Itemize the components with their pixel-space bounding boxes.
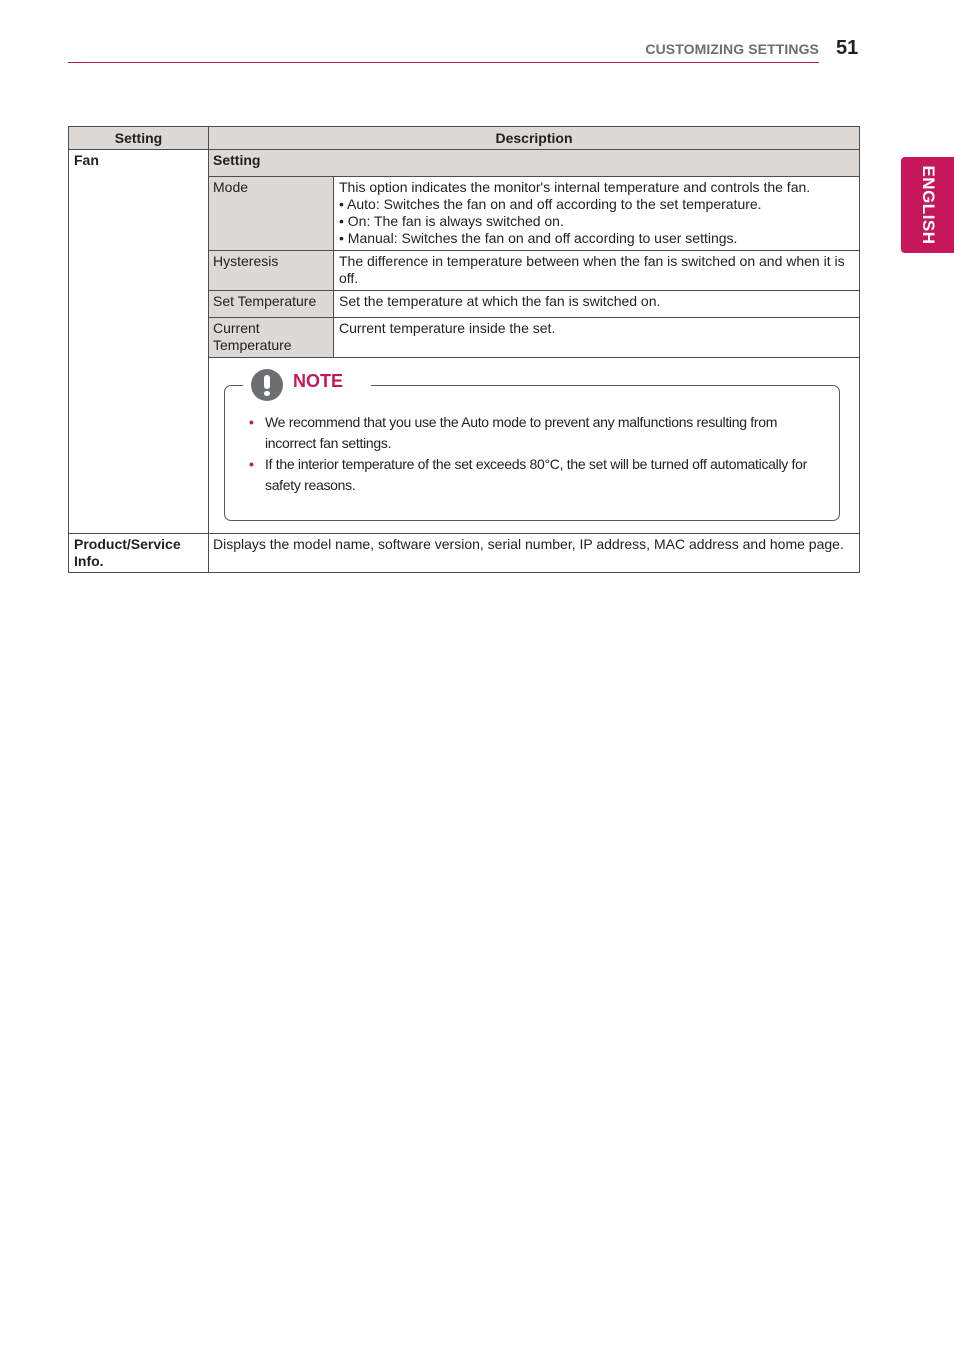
note-title: NOTE [293,371,344,391]
sub-desc-set-temperature: Set the temperature at which the fan is switched on. [334,291,860,318]
table-row-product-service-info [69,534,860,573]
sub-label-current-temperature: Current Temperature [209,318,334,358]
language-tab [901,157,954,253]
mode-desc-on: • On: The fan is always switched on. [339,213,564,229]
mode-desc-manual: • Manual: Switches the fan on and off according to user settings. [339,230,738,246]
sub-label-hysteresis: Hysteresis [209,251,334,291]
note-cell [209,358,860,534]
header-divider [68,62,819,63]
section-title: CUSTOMIZING SETTINGS [645,41,819,57]
page-number: 51 [836,37,859,59]
column-header-setting: Setting [69,127,209,150]
description-product-service-info: Displays the model name, software version, serial number, IP address, MAC address and home page. [209,534,860,573]
setting-name-product-service-info: Product/Service Info. [69,534,209,573]
language-tab-label: ENGLISH [918,165,938,245]
note-list [249,412,829,496]
sub-header-setting: Setting [209,150,860,177]
sub-label-mode: Mode [209,177,334,251]
sub-desc-hysteresis: The difference in temperature between when the fan is switched on and when it is off. [334,251,860,291]
note-item: • We recommend that you use the Auto mode to prevent any malfunctions resulting from incorrect fan settings. [249,414,778,451]
mode-desc-line: This option indicates the monitor's internal temperature and controls the fan. [339,179,811,195]
table-header-row [69,127,860,150]
mode-desc-auto: • Auto: Switches the fan on and off according to the set temperature. [339,196,762,212]
column-header-description: Description [209,127,860,150]
sub-label-set-temperature: Set Temperature [209,291,334,318]
sub-desc-mode [334,177,860,251]
setting-name-fan: Fan [69,150,209,534]
exclamation-icon [251,369,283,401]
sub-desc-current-temperature: Current temperature inside the set. [334,318,860,358]
note-item: • If the interior temperature of the set exceeds 80°C, the set will be turned off automatically for safety reasons. [249,456,807,493]
settings-table [68,126,860,573]
table-row-fan [69,150,860,177]
